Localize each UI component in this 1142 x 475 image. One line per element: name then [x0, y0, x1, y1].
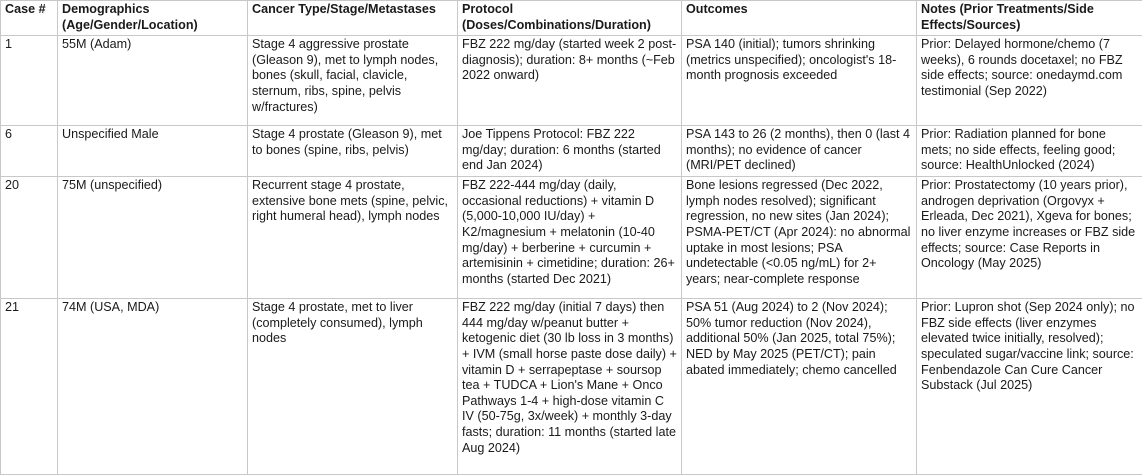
- demographics-cell: 75M (unspecified): [58, 177, 248, 299]
- demographics-cell: Unspecified Male: [58, 126, 248, 177]
- header-outcomes: Outcomes: [682, 1, 917, 36]
- header-case: Case #: [1, 1, 58, 36]
- header-row: [1, 1, 1142, 36]
- cancer-cell: Recurrent stage 4 prostate, extensive bone mets (spine, pelvic, right humeral head), lymph nodes: [248, 177, 458, 299]
- case-number-cell: 20: [1, 177, 58, 299]
- header-cancer: Cancer Type/Stage/Metastases: [248, 1, 458, 36]
- table-row: [1, 177, 1142, 299]
- case-number-cell: 1: [1, 36, 58, 126]
- demographics-cell: 74M (USA, MDA): [58, 299, 248, 475]
- demographics-cell: 55M (Adam): [58, 36, 248, 126]
- protocol-cell: FBZ 222 mg/day (initial 7 days) then 444 mg/day w/peanut butter + ketogenic diet (30 lb loss in 3 months) + IVM (small horse paste dose daily) + vitamin D + serrapeptase + soursop tea + TUDCA + Lion's Mane + Onco Pathways 1-4 + high-dose vitamin C IV (50-75g, 3x/week) + monthly 3-day fasts; duration: 11 months (started late Aug 2024): [458, 299, 682, 475]
- table-row: [1, 126, 1142, 177]
- notes-cell: Prior: Prostatectomy (10 years prior), androgen deprivation (Orgovyx + Erleada, Dec 2021), Xgeva for bones; no liver enzyme increases or FBZ side effects; source: Case Reports in Oncology (May 2025): [917, 177, 1142, 299]
- notes-cell: Prior: Lupron shot (Sep 2024 only); no FBZ side effects (liver enzymes elevated twice initially, resolved); speculated sugar/vaccine link; source: Fenbendazole Can Cure Cancer Substack (Jul 2025): [917, 299, 1142, 475]
- notes-cell: Prior: Radiation planned for bone mets; no side effects, feeling good; source: HealthUnlocked (2024): [917, 126, 1142, 177]
- header-demographics: Demographics (Age/Gender/Location): [58, 1, 248, 36]
- header-protocol: Protocol (Doses/Combinations/Duration): [458, 1, 682, 36]
- protocol-cell: FBZ 222 mg/day (started week 2 post-diagnosis); duration: 8+ months (~Feb 2022 onward): [458, 36, 682, 126]
- cancer-cell: Stage 4 aggressive prostate (Gleason 9), met to lymph nodes, bones (skull, facial, clavicle, sternum, ribs, spine, pelvis w/fractures): [248, 36, 458, 126]
- table-row: [1, 36, 1142, 126]
- outcomes-cell: PSA 140 (initial); tumors shrinking (metrics unspecified); oncologist's 18-month prognosis exceeded: [682, 36, 917, 126]
- protocol-cell: Joe Tippens Protocol: FBZ 222 mg/day; duration: 6 months (started end Jan 2024): [458, 126, 682, 177]
- outcomes-cell: PSA 51 (Aug 2024) to 2 (Nov 2024); 50% tumor reduction (Nov 2024), additional 50% (Jan 2025, total 75%); NED by May 2025 (PET/CT); pain abated immediately; chemo cancelled: [682, 299, 917, 475]
- table-row: [1, 299, 1142, 475]
- header-notes: Notes (Prior Treatments/Side Effects/Sources): [917, 1, 1142, 36]
- notes-cell: Prior: Delayed hormone/chemo (7 weeks), 6 rounds docetaxel; no FBZ side effects; source: onedaymd.com testimonial (Sep 2022): [917, 36, 1142, 126]
- case-number-cell: 6: [1, 126, 58, 177]
- protocol-cell: FBZ 222-444 mg/day (daily, occasional reductions) + vitamin D (5,000-10,000 IU/day) + K2/magnesium + melatonin (10-40 mg/day) + berberine + curcumin + artemisinin + cimetidine; duration: 26+ months (started Dec 2021): [458, 177, 682, 299]
- case-number-cell: 21: [1, 299, 58, 475]
- cancer-cell: Stage 4 prostate (Gleason 9), met to bones (spine, ribs, pelvis): [248, 126, 458, 177]
- cancer-cell: Stage 4 prostate, met to liver (completely consumed), lymph nodes: [248, 299, 458, 475]
- outcomes-cell: Bone lesions regressed (Dec 2022, lymph nodes resolved); significant regression, no new sites (Jan 2024); PSMA-PET/CT (Apr 2024): no abnormal uptake in most lesions; PSA undetectable (<0.05 ng/mL) for 2+ years; near-complete response: [682, 177, 917, 299]
- outcomes-cell: PSA 143 to 26 (2 months), then 0 (last 4 months); no evidence of cancer (MRI/PET declined): [682, 126, 917, 177]
